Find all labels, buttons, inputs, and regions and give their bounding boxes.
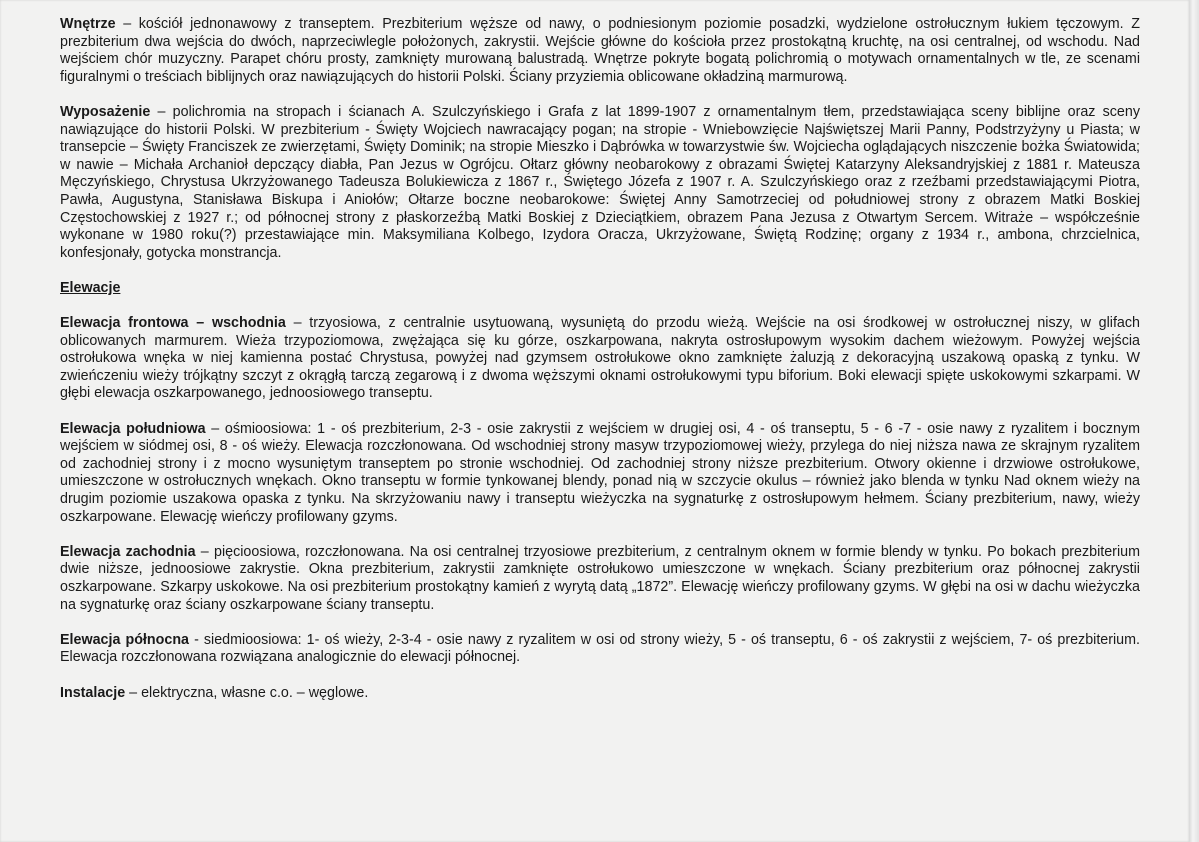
paragraph-elewacja-polnocna (60, 632, 1140, 667)
section-title-wnetrze: Wnętrze (60, 16, 116, 32)
paragraph-wnetrze (60, 16, 1140, 86)
section-title-poludniowa: Elewacja południowa (60, 420, 206, 437)
section-text-polnocna: - siedmioosiowa: 1- oś wieży, 2-3-4 - osie nawy z ryzalitem w osi od strony wieży, 5 - oś transeptu, 6 - oś zakrystii z wejściem, 7- oś prezbiterium. Elewacja rozczłonowana rozwiązana analogicznie do elewacji północnej. (60, 631, 1141, 666)
section-title-instalacje: Instalacje (60, 684, 126, 701)
section-text-wnetrze: – kościół jednonawowy z transeptem. Prezbiterium węższe od nawy, o podniesionym poziomie posadzki, wydzielone ostrołucznym łukiem tęczowym. Z prezbiterium dwa wejścia do dwóch, naprzeciwlegle położonych, zakrystii. Wejście główne do kościoła przez prostokątną kruchtę, na osi centralnej, od wschodu. Nad wejściem chór muzyczny. Parapet chóru prosty, zamknięty murowaną balustradą. Wnętrze pokryte bogatą polichromią o motywach ornamentalnych w tle, ze scenami figuralnymi o treściach biblijnych oraz nawiązujących do historii Polski. Ściany przyziemia oblicowane okładziną marmurową. (60, 16, 1140, 85)
section-text-instalacje: – elektryczna, własne c.o. – węglowe. (125, 684, 369, 701)
heading-elewacje: Elewacje (60, 279, 121, 296)
paragraph-instalacje (60, 685, 1140, 703)
paragraph-elewacja-frontowa (60, 315, 1140, 403)
section-text-frontowa: – trzyosiowa, z centralnie usytuowaną, wysuniętą do przodu wieżą. Wejście na osi środkowej w ostrołucznej niszy, w glifach oblicowanych marmurem. Wieża trzypoziomowa, zwężająca się ku górze, oszkarpowana, nakryta ostrosłupowym wysokim dachem wieżowym. Powyżej wejścia ostrołukowa wnęka w niej kamienna postać Chrystusa, powyżej nad gzymsem ostrołukowe okno zamknięte żaluzją z dekoracyjną uszakową opaską z tynku. W zwieńczeniu wieży trójkątny szczyt z okrągłą tarczą zegarową i z dwoma węższymi oknami ostrołukowymi typu biforium. Boki elewacji spięte uskokowymi szkarpami. W głębi elewacja oszkarpowanego, jednoosiowego transeptu. (60, 315, 1140, 402)
section-title-wyposazenie: Wyposażenie (60, 103, 151, 120)
section-title-zachodnia: Elewacja zachodnia (60, 543, 196, 560)
section-title-polnocna: Elewacja północna (60, 631, 190, 648)
section-text-zachodnia: – pięcioosiowa, rozczłonowana. Na osi centralnej trzyosiowe prezbiterium, z centralnym oknem w formie blendy w tynku. Po bokach prezbiterium dwie niższe, jednoosiowe zakrystie. Okna prezbiterium, zakrystii zamknięte ostrołukowo umieszczone w wnękach. Ściany prezbiterium oraz północnej zakrystii oszkarpowane. Szkarpy uskokowe. Na osi prezbiterium prostokątny kamień z wyrytą datą „1872”. Elewację wieńczy profilowany gzyms. W głębi na osi w dachu wieżyczka na sygnaturkę oraz ściany oszkarpowane ściany transeptu. (60, 543, 1140, 613)
section-title-frontowa: Elewacja frontowa – wschodnia (60, 315, 286, 332)
page-edge (1189, 0, 1199, 842)
section-text-wyposazenie: – polichromia na stropach i ścianach A. Szulczyńskiego i Grafa z lat 1899-1907 z ornamentalnym tłem, przedstawiająca sceny biblijne oraz sceny nawiązujące do historii Polski. W prezbiterium - Święty Wojciech nawracający pogan; na stropie - Wniebowzięcie Najświętszej Marii Panny, Podstrzyżyny u Piasta; w transepcie – Święty Franciszek ze zwierzętami, Święty Dominik; na stropie Mieszko i Dąbrówka w towarzystwie św. Wojciecha oglądających niszczenie bożka Światowida; w nawie – Michała Archanioł depczący diabła, Pan Jezus w Ogrójcu. Ołtarz główny neobarokowy z obrazami Świętej Katarzyny Aleksandryjskiej z 1881 r. Mateusza Męczyńskiego, Chrystusa Ukrzyżowanego Tadeusza Bolukiewicza z 1867 r., Świętego Józefa z 1907 r. A. Szulczyńskiego oraz z rzeźbami przedstawiającymi Piotra, Pawła, Augustyna, Stanisława Biskupa i Aniołów; Ołtarze boczne neobarokowe: Świętej Anny Samotrzeciej od południowej strony z obrazem Matki Boskiej Częstochowskiej z 1927 r.; od północnej strony z płaskorzeźbą Matki Boskiej z Dzieciątkiem, obrazem Pana Jezusa z Otwartym Sercem. Witraże – współcześnie wykonane w 1980 roku(?) przestawiające min. Maksymiliana Kolbego, Izydora Oracza, Ukrzyżowane, Świętą Rodzinę; organy z 1934 r., ambona, chrzcielnica, konfesjonały, gotycka monstrancja. (60, 103, 1140, 261)
section-text-poludniowa: – ośmioosiowa: 1 - oś prezbiterium, 2-3 - osie zakrystii z wejściem w drugiej osi, 4 - oś transeptu, 5 - 6 -7 - osie nawy z ryzalitem i bocznym wejściem w siódmej osi, 8 - oś wieży. Elewacja rozczłonowana. Od wschodniej strony masyw trzypoziomowej wieży, przylega do niej niższa nawa ze skrajnym ryzalitem od zachodniej strony i z mocno wysuniętym transeptem po stronie wschodniej. Od zachodniej strony niższe prezbiterium. Otwory okienne i drzwiowe ostrołukowe, umieszczone w ostrołucznych wnękach. Okno transeptu w formie tynkowanej blendy, ponad nią w szczycie okulus – również jako blenda w tynku Nad oknem wieży na drugim poziomie uszakowa opaska z tynku. Na skrzyżowaniu nawy i transeptu wieżyczka na sygnaturkę z ostrosłupowym hełmem. Ściany prezbiterium, nawy, wieży oszkarpowane. Elewację wieńczy profilowany gzyms. (60, 420, 1141, 525)
paragraph-elewacja-poludniowa (60, 421, 1140, 527)
document-body (60, 16, 1140, 702)
paragraph-elewacja-zachodnia (60, 544, 1140, 614)
paragraph-wyposazenie (60, 104, 1140, 262)
